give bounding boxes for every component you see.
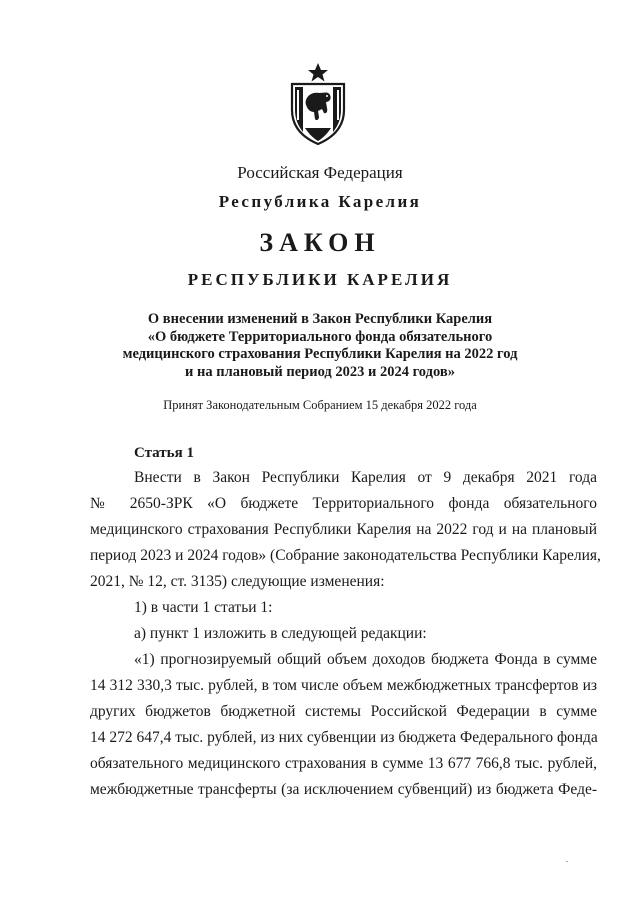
scan-speck (566, 861, 568, 862)
body-line: 1) в части 1 статьи 1: (134, 599, 273, 616)
country-name: Российская Федерация (237, 163, 403, 182)
law-title-line: «О бюджете Территориального фонда обязательного (147, 328, 493, 345)
body-line: 14 272 647,4 тыс. рублей, из них субвенции из бюджета Федерального фонда (90, 729, 598, 746)
article-heading: Статья 1 (134, 445, 194, 461)
body-line: медицинского страхования Республики Карелия на 2022 год и на плановый (90, 521, 597, 538)
issuing-republic: РЕСПУБЛИКИ КАРЕЛИЯ (187, 270, 453, 289)
law-title-line: медицинского страхования Республики Карелия на 2022 год (122, 346, 518, 362)
body-line: обязательного медицинского страхования в сумме 13 677 766,8 тыс. рублей, (90, 755, 597, 772)
body-line: 2021, № 12, ст. 3135) следующие изменения: (90, 573, 385, 590)
body-line: межбюджетные трансферты (за исключением субвенций) из бюджета Феде- (90, 781, 597, 798)
body-line: других бюджетов бюджетной системы Российской Федерации в сумме (90, 703, 597, 720)
body-line: а) пункт 1 изложить в следующей редакции: (134, 625, 427, 642)
law-title-line: О внесении изменений в Закон Республики Карелия (147, 311, 493, 327)
body-line: № 2650-ЗРК «О бюджете Территориального фонда обязательного (90, 495, 597, 512)
body-line: «1) прогнозируемый общий объем доходов бюджета Фонда в сумме (134, 651, 597, 668)
law-title-line: и на плановый период 2023 и 2024 годов» (185, 363, 455, 380)
document-type: ЗАКОН (259, 228, 381, 257)
law-title (0, 311, 640, 381)
republic-name: Республика Карелия (218, 192, 422, 211)
body-line: период 2023 и 2024 годов» (Собрание законодательства Республики Карелия, (90, 547, 601, 564)
body-line: 14 312 330,3 тыс. рублей, в том числе объем межбюджетных трансфертов из (90, 677, 597, 694)
body-line: Внести в Закон Республики Карелия от 9 декабря 2021 года (134, 469, 597, 486)
karelia-coat-of-arms-icon (286, 62, 350, 146)
adoption-note: Принят Законодательным Собранием 15 декабря 2022 года (163, 398, 477, 412)
